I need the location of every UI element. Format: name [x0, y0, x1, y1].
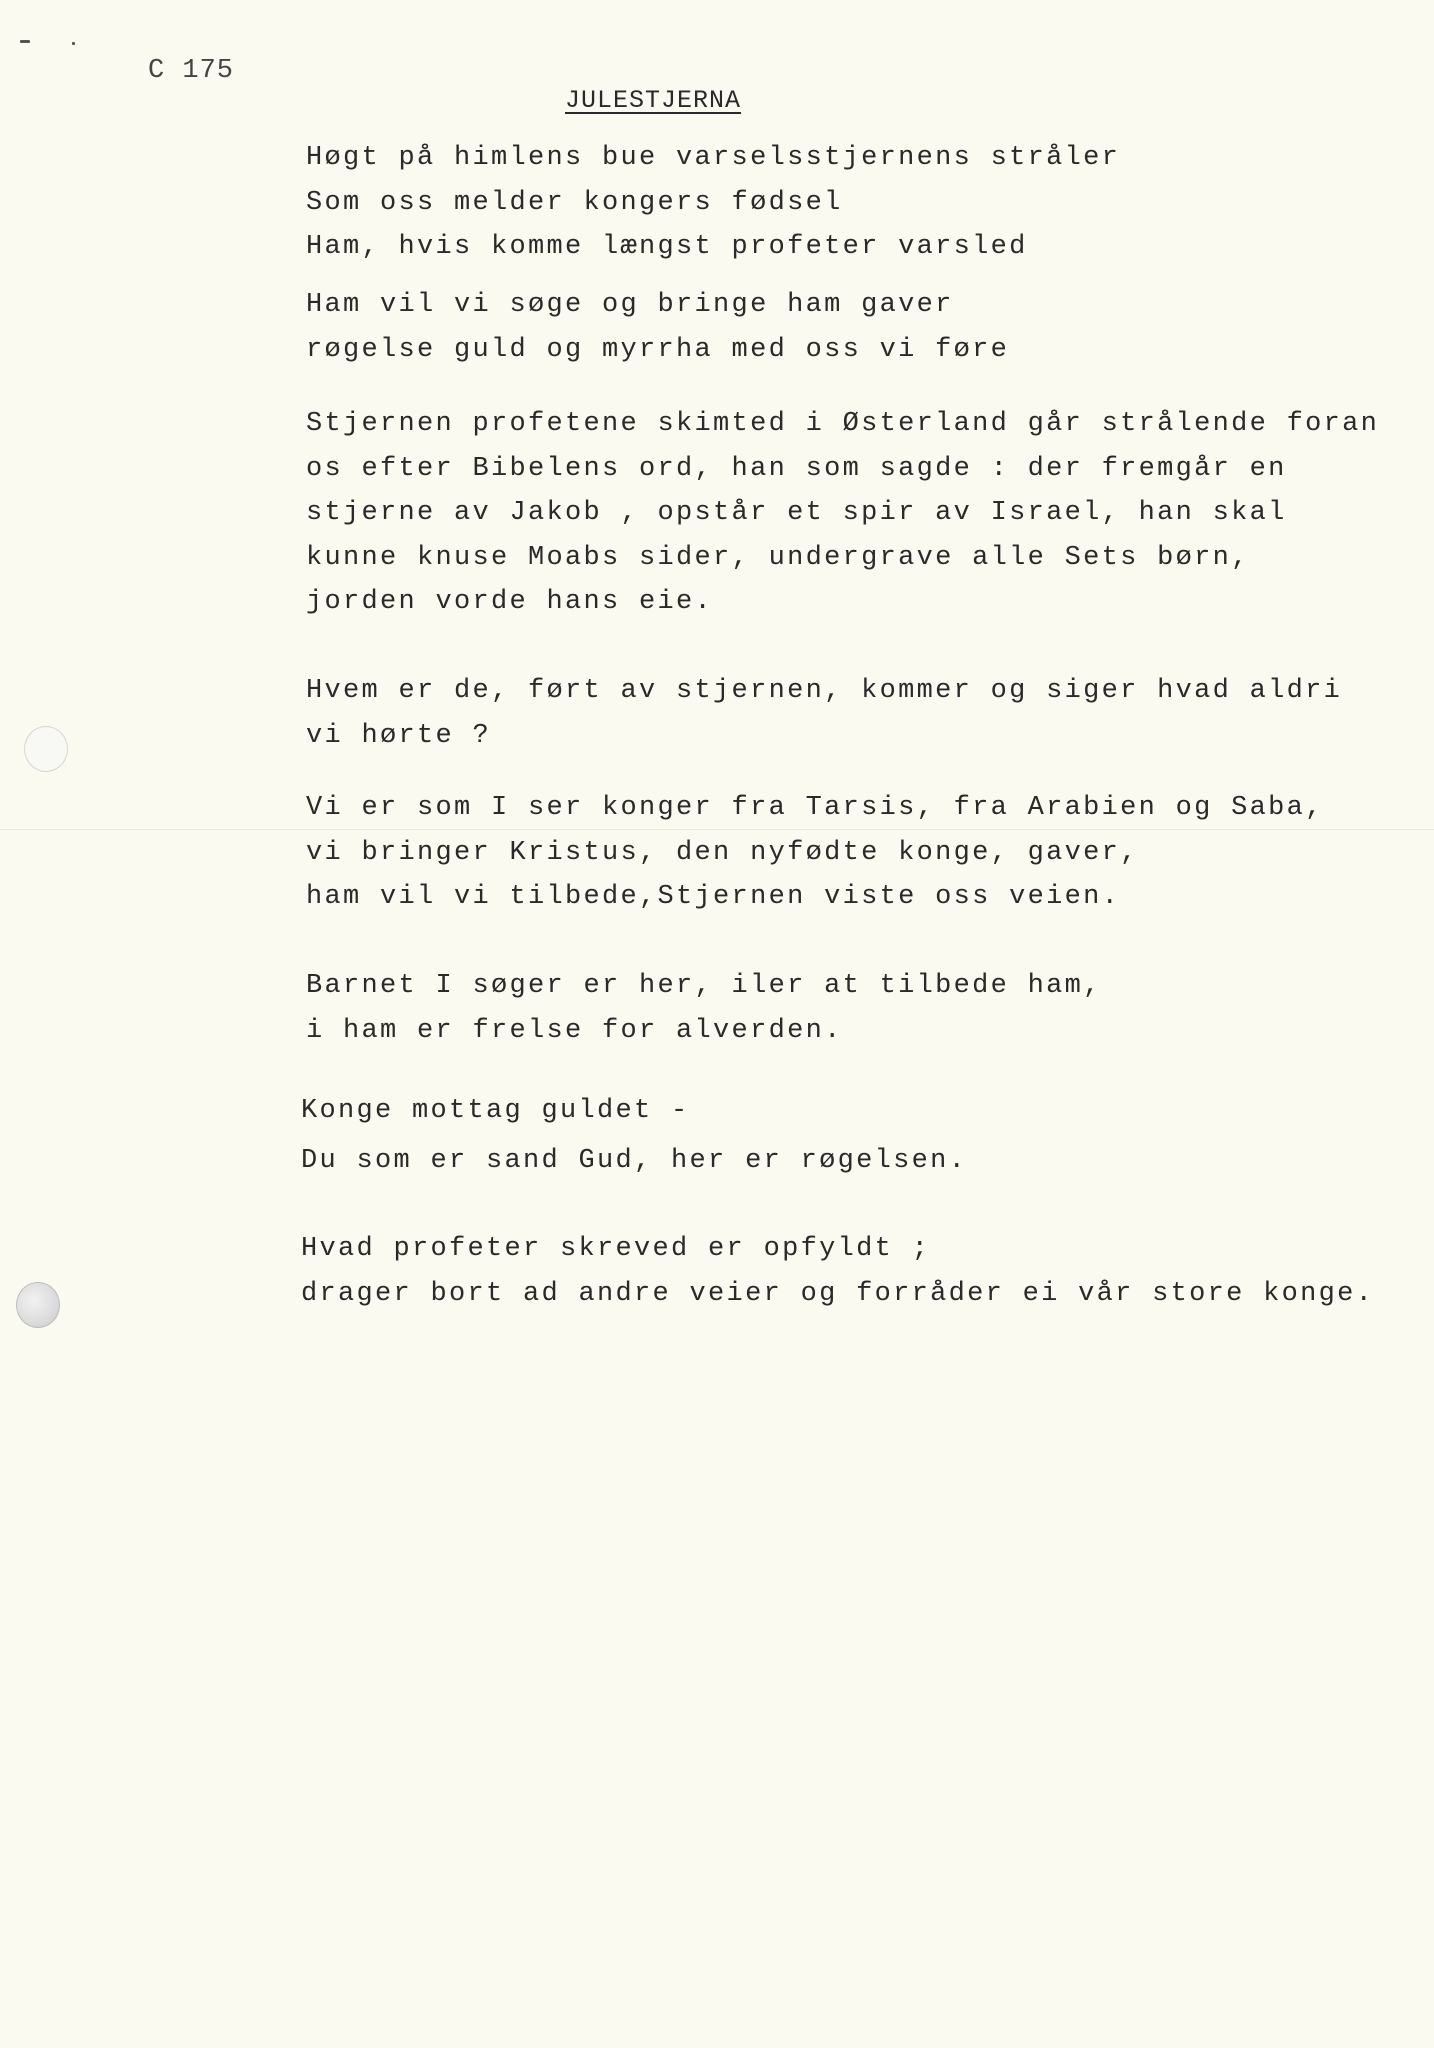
- text-line: Vi er som I ser konger fra Tarsis, fra Arabien og Saba,: [306, 793, 1324, 823]
- text-line: Høgt på himlens bue varselsstjernens stråler: [306, 143, 1121, 173]
- archive-number: C 175: [148, 56, 235, 86]
- stanza-8: [301, 1227, 1421, 1316]
- stanza-2: [306, 283, 1426, 372]
- stanza-3: [306, 402, 1426, 625]
- stanza-7: [301, 1089, 1421, 1183]
- text-line: kunne knuse Moabs sider, undergrave alle Sets børn,: [306, 542, 1250, 573]
- poem-title: JULESTJERNA: [565, 86, 742, 115]
- text-line: Ham, hvis komme længst profeter varsled: [306, 232, 1028, 262]
- stanza-5: [306, 786, 1426, 920]
- paper-speck: [20, 40, 30, 43]
- text-line: stjerne av Jakob , opstår et spir av Israel, han skal: [306, 498, 1287, 528]
- text-line: Konge mottag guldet -: [301, 1096, 690, 1126]
- text-line: i ham er frelse for alverden.: [306, 1015, 843, 1046]
- text-line: Ham vil vi søge og bringe ham gaver: [306, 290, 954, 320]
- text-line: Hvem er de, ført av stjernen, kommer og siger hvad aldri: [306, 676, 1343, 706]
- stanza-1: [306, 136, 1426, 270]
- text-line: os efter Bibelens ord, han som sagde : der fremgår en: [306, 453, 1287, 484]
- text-line: Barnet I søger er her, iler at tilbede ham,: [306, 971, 1102, 1001]
- punch-hole: [16, 1282, 60, 1328]
- stanza-6: [306, 964, 1426, 1053]
- text-line: ham vil vi tilbede,Stjernen viste oss veien.: [306, 882, 1121, 912]
- text-line: Hvad profeter skreved er opfyldt ;: [301, 1234, 931, 1264]
- text-line: vi hørte ?: [306, 720, 492, 751]
- text-line: drager bort ad andre veier og forråder ei vår store konge.: [301, 1278, 1375, 1309]
- text-line: Du som er sand Gud, her er røgelsen.: [301, 1145, 968, 1176]
- text-line: Stjernen profetene skimted i Østerland går strålende foran: [306, 409, 1380, 439]
- text-line: Som oss melder kongers fødsel: [306, 187, 843, 218]
- text-line: røgelse guld og myrrha med oss vi føre: [306, 334, 1010, 365]
- punch-hole: [24, 726, 68, 772]
- paper-speck: [72, 42, 75, 45]
- text-line: vi bringer Kristus, den nyfødte konge, gaver,: [306, 837, 1139, 868]
- text-line: jorden vorde hans eie.: [306, 587, 714, 617]
- stanza-4: [306, 669, 1426, 758]
